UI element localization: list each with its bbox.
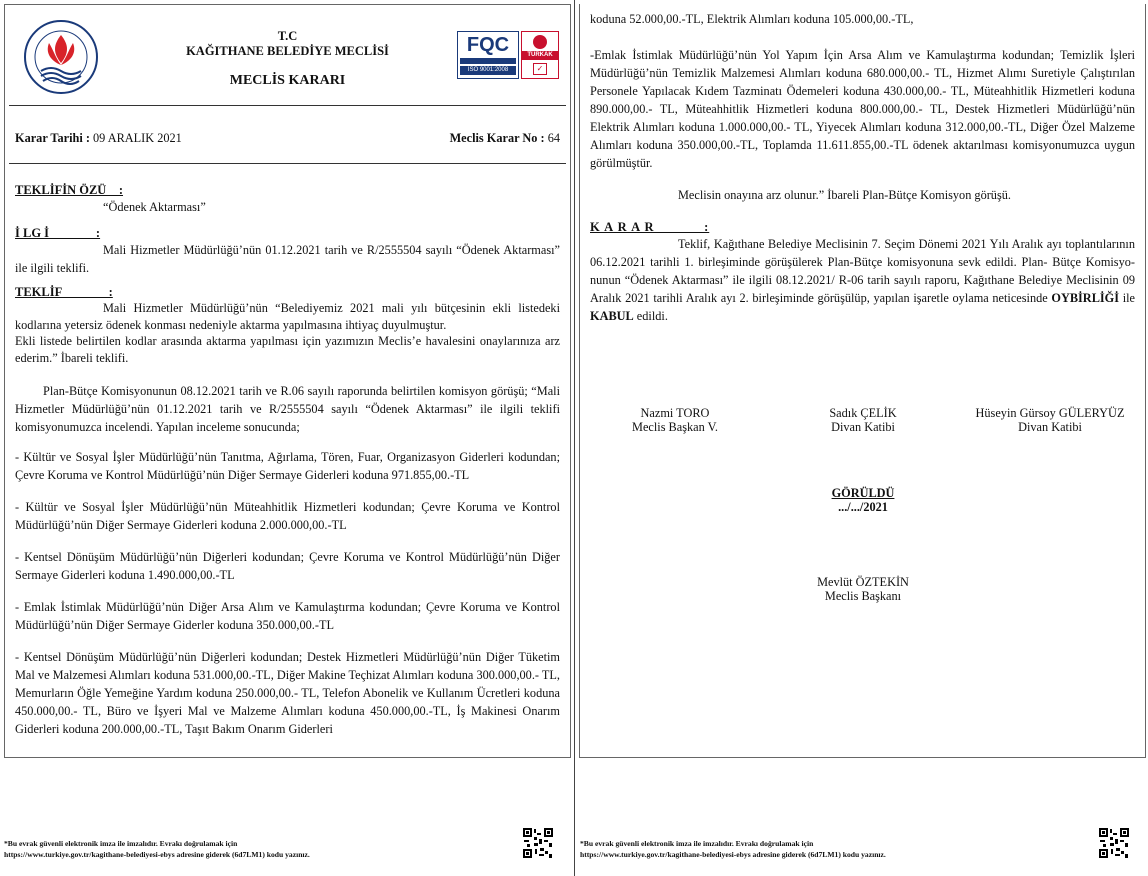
teklif-text-2: Ekli listede belirtilen kodlar arasında aktarma yapılması için yazımızın Meclis’e havalesini onaylarınıza arz ederim.” İbareli teklifi.: [15, 334, 560, 365]
ilgi-text: Mali Hizmetler Müdürlüğü’nün 01.12.2021 tarih ve R/2555504 sayılı “Ödenek Aktarması” ile ilgili teklifi.: [15, 243, 560, 275]
teklifin-ozu-heading: TEKLİFİN ÖZÜ :: [15, 183, 124, 197]
municipality-logo: [23, 19, 99, 95]
signature-block: [960, 406, 1140, 434]
turkak-certificate-logo: TÜRKAK ✓: [521, 31, 559, 79]
header-org: KAĞITHANE BELEDİYE MECLİSİ: [186, 44, 389, 58]
karar-text: Teklif, Kağıthane Belediye Meclisinin 7. Seçim Dönemi 2021 Yılı Aralık ayı toplantılarının 06.12.2021 tarihli 1. birleşiminde görüşülerek Plan-Bütçe komisyonuna sevk edildi. Plan- Bütçe Komisyo- nunun “Ödenek Aktarması” ile ilgili 08.12.2021/ R-06 tarih sayılı raporu, Kağıthane Belediye Meclisinin 09 Aralık 2021 tarihli Aralık ayı 2. birleşiminde görüşülüp, yapılan işaretle oylama neticesinde OYBİRLİĞİ ile KABUL edildi.: [590, 237, 1135, 323]
onay-text: Meclisin onayına arz olunur.” İbareli Plan-Bütçe Komisyon görüşü.: [678, 188, 1011, 202]
list-item: - Emlak İstimlak Müdürlüğü’nün Diğer Arsa Alım ve Kamulaştırma kodundan; Çevre Koruma ve Kontrol Müdürlüğü’nün Diğer Sermaye Giderler koduna 350.000,00.-TL: [15, 600, 560, 632]
continued-text: koduna 52.000,00.-TL, Elektrik Alımları koduna 105.000,00.-TL,: [590, 12, 914, 26]
president-name: Mevlüt ÖZTEKİN: [817, 575, 909, 589]
document-page-right: [579, 4, 1146, 758]
meta-divider: [9, 163, 566, 164]
signatory-role: Divan Katibi: [831, 420, 895, 434]
list-item: - Kentsel Dönüşüm Müdürlüğü’nün Diğerleri kodundan; Destek Hizmetleri Müdürlüğü’nün Diğer Tüketim Mal ve Malzemesi Alımları koduna 531.000,00.-TL, Diğer Makine Teçhizat Alımları koduna 300.000,00.- TL, Memurların Öğle Yemeğine Yardım koduna 250.000,00.- TL, Telefon Abonelik ve Kullanım Ücretleri koduna 450.000,00.- TL, Büro ve İşyeri Mal ve Malzeme Alımları koduna 450.000,00.-TL, İş Makinesi Onarım Giderleri koduna 200.000,00.-TL, Taşıt Bakım Onarım Giderleri: [15, 650, 560, 736]
teklif-heading: TEKLİF :: [15, 285, 113, 299]
goruldu-heading: GÖRÜLDÜ: [831, 486, 895, 500]
page-title: MECLİS KARARI: [229, 73, 346, 88]
teklif-text-1: Mali Hizmetler Müdürlüğü’nün “Belediyemiz 2021 mali yılı bütçesinin ekli listedeki kodlarına yetersiz ödenek konması nedeniyle aktarma yapılmasına ihtiyaç duyulmuştur.: [15, 301, 560, 332]
signatory-name: Sadık ÇELİK: [829, 406, 897, 420]
qr-code-icon: [1098, 827, 1130, 859]
footer-note-right: *Bu evrak güvenli elektronik imza ile imzalıdır. Evrakı doğrulamak için https://www.turkiye.gov.tr/kagithane-belediyesi-ebys adresine giderek (6d7LM1) kodu yazınız.: [580, 839, 886, 859]
kabul-text: KABUL: [590, 309, 634, 323]
decision-no-label: Meclis Karar No :: [449, 131, 545, 145]
list-item: - Kentsel Dönüşüm Müdürlüğü’nün Diğerleri kodundan; Çevre Koruma ve Kontrol Müdürlüğü’nün Diğer Sermaye Giderleri koduna 1.490.000,00.-TL: [15, 550, 560, 582]
list-item: - Kültür ve Sosyal İşler Müdürlüğü’nün Tanıtma, Ağırlama, Tören, Fuar, Organizasyon Giderleri kodundan; Çevre Koruma ve Kontrol Müdürlüğü’nün Diğer Sermaye Giderleri koduna 971.855,00.-TL: [15, 450, 560, 482]
decision-no-value: 64: [544, 131, 560, 145]
teklifin-ozu-text: “Ödenek Aktarması”: [103, 200, 206, 214]
footer-note-left: *Bu evrak güvenli elektronik imza ile imzalıdır. Evrakı doğrulamak için https://www.turkiye.gov.tr/kagithane-belediyesi-ebys adresine giderek (6d7LM1) kodu yazınız.: [4, 839, 310, 859]
signature-block: [788, 406, 938, 434]
goruldu-date: .../.../2021: [838, 500, 888, 514]
goruldu-block: [788, 486, 938, 514]
emlak-item-text: -Emlak İstimlak Müdürlüğü’nün Yol Yapım İçin Arsa Alım ve Kamulaştırma kodundan; Temizlik İşleri Müdürlüğü’nün Temizlik Malzemesi Alımları koduna 680.000,00.- TL, Hizmet Alımı Suretiyle Çalıştırılan Personele Yapılacak Kıdem Tazminatı Ödemeleri koduna 430.000,00.- TL, Müteahhitlik Hizmetleri koduna 890.000,00.- TL, Müteahhitlik Hizmetleri koduna 800.000,00.- TL, Destek Hizmetleri Müdürlüğü’nün Elektrik Alımları koduna 1.000.000,00.- TL, Yiyecek Alımları koduna 312.000,00.-TL, Diğer Özel Malzeme Alımları koduna 350.000,00.-TL, Toplamda 11.611.855,00.-TL ödenek aktarılması komisyonumuzca uygun görülmüştür.: [590, 48, 1135, 170]
decision-meta: [15, 129, 560, 147]
signature-block: [600, 406, 750, 434]
date-label: Karar Tarihi :: [15, 131, 90, 145]
signatory-role: Divan Katibi: [1018, 420, 1082, 434]
signatory-role: Meclis Başkan V.: [632, 420, 718, 434]
ilgi-heading: İ LG İ :: [15, 226, 101, 240]
document-page-left: [4, 4, 571, 758]
header-tc: T.C: [277, 29, 298, 43]
list-item: - Kültür ve Sosyal İşler Müdürlüğü’nün Müteahhitlik Hizmetleri kodundan; Çevre Koruma ve Kontrol Müdürlüğü’nün Diğer Sermaye Giderleri koduna 2.000.000,00.-TL: [15, 500, 560, 532]
fqc-certificate-logo: FQC ISO 9001:2008: [457, 31, 519, 79]
oybirligi-text: OYBİRLİĞİ: [1051, 291, 1120, 305]
signatory-name: Nazmi TORO: [640, 406, 710, 420]
signatory-name: Hüseyin Gürsoy GÜLERYÜZ: [975, 406, 1125, 420]
komisyon-text: Plan-Bütçe Komisyonunun 08.12.2021 tarih ve R.06 sayılı raporunda belirtilen komisyon görüşü; “Mali Hizmetler Müdürlüğü’nün 01.12.2021 tarih ve R/2555504 sayılı “Ödenek Aktarması” ile ilgili teklifi komisyonumuzca incelendi. Yapılan inceleme sonucunda;: [15, 384, 560, 434]
president-signature-block: [788, 575, 938, 603]
qr-code-icon: [522, 827, 554, 859]
date-value: 09 ARALIK 2021: [89, 131, 182, 145]
header-divider: [9, 105, 566, 106]
karar-heading: K A R A R :: [590, 220, 710, 234]
president-role: Meclis Başkanı: [824, 589, 902, 603]
page-separator: [574, 0, 575, 876]
